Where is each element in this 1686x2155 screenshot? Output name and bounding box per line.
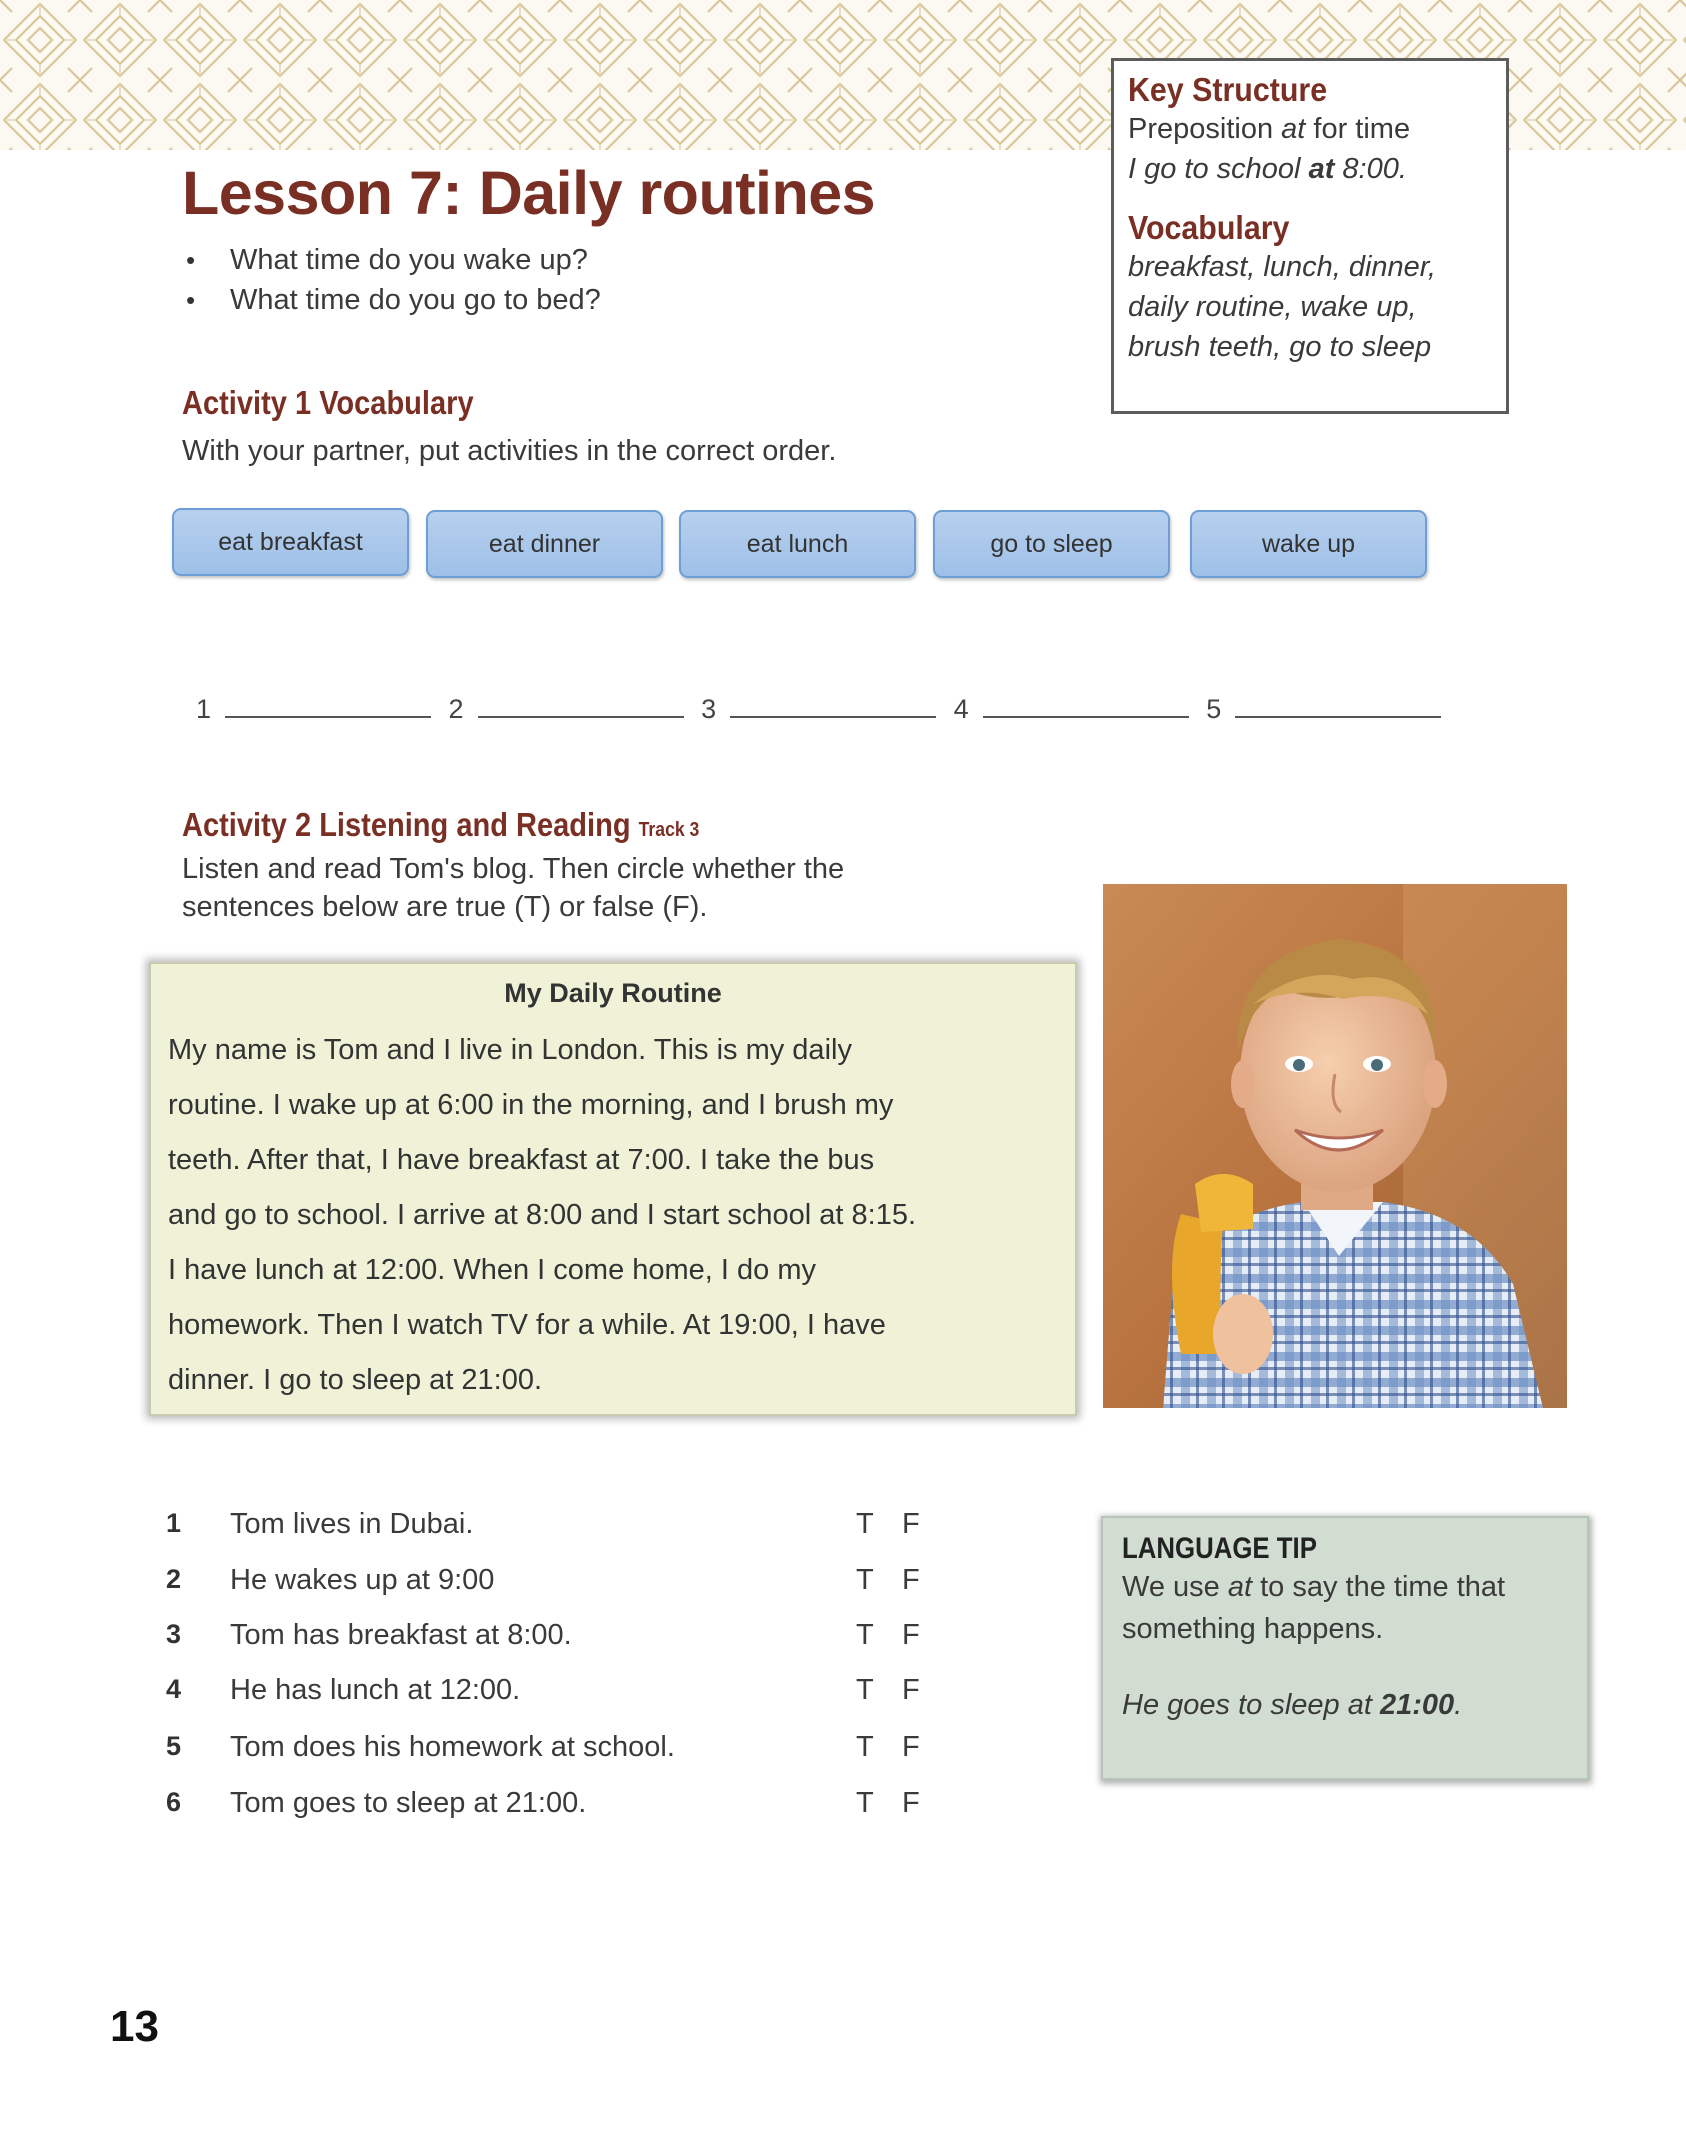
answer-blank[interactable] <box>225 694 431 718</box>
key-structure-box <box>1111 58 1509 414</box>
language-tip-example: He goes to sleep at 21:00. <box>1122 1689 1463 1721</box>
true-option[interactable]: T <box>856 1619 874 1651</box>
word-chip-go-to-sleep[interactable]: go to sleep <box>933 510 1170 578</box>
blog-line: I have lunch at 12:00. When I come home, I do my <box>168 1254 817 1286</box>
boy-photo <box>1103 884 1567 1408</box>
key-structure-example: I go to school at 8:00. <box>1128 153 1407 185</box>
blank-number: 3 <box>701 694 717 724</box>
ordering-blanks <box>196 694 1451 725</box>
answer-blank[interactable] <box>1235 694 1441 718</box>
language-tip-text: We use at to say the time that <box>1122 1571 1506 1603</box>
blank-number: 4 <box>953 694 969 724</box>
language-tip-heading: LANGUAGE TIP <box>1122 1532 1317 1565</box>
vocabulary-line: breakfast, lunch, dinner, <box>1128 251 1436 283</box>
false-option[interactable]: F <box>902 1619 920 1651</box>
blog-line: and go to school. I arrive at 8:00 and I start school at 8:15. <box>168 1199 917 1231</box>
blog-line: routine. I wake up at 6:00 in the morning, and I brush my <box>168 1089 894 1121</box>
blog-line: homework. Then I watch TV for a while. At 19:00, I have <box>168 1309 886 1341</box>
activity1-heading: Activity 1 Vocabulary <box>182 384 474 421</box>
blog-text-box <box>149 962 1077 1416</box>
vocabulary-line: brush teeth, go to sleep <box>1128 331 1432 363</box>
true-option[interactable]: T <box>856 1731 874 1763</box>
false-option[interactable]: F <box>902 1787 920 1819</box>
blank-number: 5 <box>1206 694 1222 724</box>
vocabulary-line: daily routine, wake up, <box>1128 291 1417 323</box>
blog-line: teeth. After that, I have breakfast at 7:00. I take the bus <box>168 1144 875 1176</box>
key-structure-heading: Key Structure <box>1128 71 1328 108</box>
blank-number: 1 <box>196 694 212 724</box>
blog-title: My Daily Routine <box>504 978 722 1008</box>
language-tip-box <box>1101 1516 1589 1780</box>
blog-line: My name is Tom and I live in London. This is my daily <box>168 1034 852 1066</box>
question-item: • What time do you go to bed? <box>186 280 601 320</box>
blog-line: dinner. I go to sleep at 21:00. <box>168 1364 543 1396</box>
activity2-heading: Activity 2 Listening and Reading Track 3 <box>182 806 700 843</box>
activity1-instruction: With your partner, put activities in the correct order. <box>182 435 837 467</box>
warmup-questions <box>186 240 601 320</box>
blank-number: 2 <box>448 694 464 724</box>
answer-blank[interactable] <box>730 694 936 718</box>
false-option[interactable]: F <box>902 1731 920 1763</box>
false-option[interactable]: F <box>902 1674 920 1706</box>
blog-body <box>168 1023 1068 1408</box>
lesson-title: Lesson 7: Daily routines <box>182 159 876 227</box>
language-tip-text: something happens. <box>1122 1613 1384 1645</box>
answer-blank[interactable] <box>478 694 684 718</box>
true-option[interactable]: T <box>856 1508 874 1540</box>
true-option[interactable]: T <box>856 1564 874 1596</box>
vocabulary-heading: Vocabulary <box>1128 209 1290 246</box>
word-chip-eat-lunch[interactable]: eat lunch <box>679 510 916 578</box>
word-chip-eat-dinner[interactable]: eat dinner <box>426 510 663 578</box>
false-option[interactable]: F <box>902 1564 920 1596</box>
track-label: Track 3 <box>638 819 700 841</box>
true-option[interactable]: T <box>856 1787 874 1819</box>
key-structure-text: Preposition at for time <box>1128 113 1411 145</box>
answer-blank[interactable] <box>983 694 1189 718</box>
activity2-instruction: Listen and read Tom's blog. Then circle whether the sentences below are true (T) or false (F). <box>182 853 845 923</box>
true-option[interactable]: T <box>856 1674 874 1706</box>
word-chip-wake-up[interactable]: wake up <box>1190 510 1427 578</box>
page-number: 13 <box>110 2002 159 2051</box>
question-item: • What time do you wake up? <box>186 240 601 280</box>
word-chip-eat-breakfast[interactable]: eat breakfast <box>172 508 409 576</box>
false-option[interactable]: F <box>902 1508 920 1540</box>
